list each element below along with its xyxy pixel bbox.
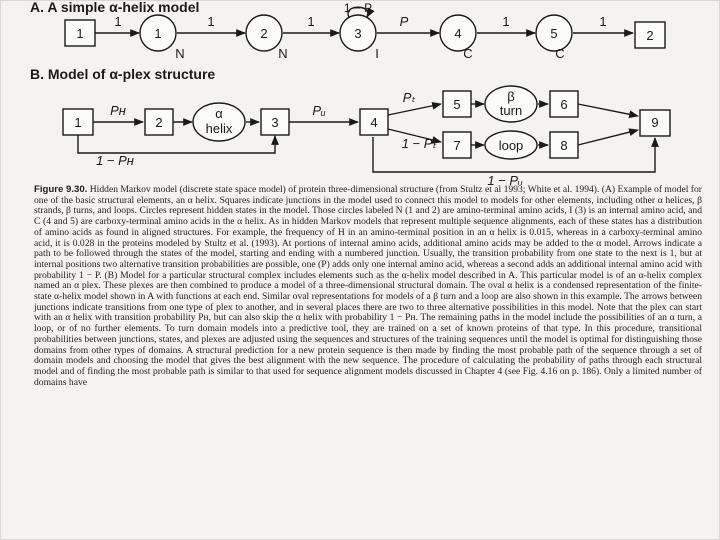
- oval-label: loop: [498, 138, 524, 153]
- figure-caption: [34, 185, 702, 388]
- panel-b-diagram: [63, 86, 670, 172]
- square-label: 2: [646, 28, 654, 43]
- transition-label: Pᵤ: [312, 103, 326, 118]
- hmm-diagram: [0, 0, 720, 185]
- circle-label: 4: [454, 26, 462, 41]
- edge-label: 1: [207, 14, 215, 29]
- edge-label: P: [399, 14, 409, 29]
- transition-label: Pₜ: [402, 90, 416, 105]
- circle-type-label: C: [463, 46, 473, 61]
- figure-caption-label: Figure 9.30.: [34, 184, 88, 195]
- oval-label: α: [215, 106, 223, 121]
- edge-label: 1: [307, 14, 315, 29]
- square-label: 5: [453, 97, 461, 112]
- circle-type-label: I: [375, 46, 379, 61]
- circle-type-label: C: [555, 46, 565, 61]
- square-label: 6: [560, 97, 568, 112]
- figure-caption-text: Hidden Markov model (discrete state space model) of protein three-dimensional structure (from Stultz et al 1993; White et al. 1994). (A) Example of model for one of the basic structural elements, an α helix. Squares indicate junctions in the model used to connect this model to models for other elements, including other α helices, β strands, β turns, and loops. Circles represent hidden states in the model. Those circles labeled N (1 and 2) are amino-terminal amino acids, I (3) is an internal amino acid, and C (4 and 5) are carboxy-terminal amino acids in the α helix. As in hidden Markov models that represent multiple sequence alignments, each of these states has a distribution of amino acids as found in aligned structures. For example, the frequency of H in an amino-terminal position in an α helix is 0.015, whereas in a carboxy-terminal amino acid, it is 0.028 in the proteins modeled by Stultz et al. (1993). At portions of internal amino acids, additional amino acids may be added to the α model. Arrows indicate a path to be followed through the states of the model, starting and ending with a numbered junction. Usually, the transition probability from one state to the next is 1, but at internal positions two alternative transition probabilities are possible, one (P) adds only one internal amino acid, whereas a second adds an additional internal amino acid with probability 1 − P. (B) Model for a particular structural complex includes elements such as the α-helix model described in A. This particular model is of an α-helix complex named an α plex. These plexes are then combined to produce a model of a three-dimensional structural domain. The oval α helix is a condensed representation of the finite-state α-helix model shown in A with functions at each end. Similar oval representations for models of a β turn and a loop are also shown in this example. The arrows between junctions indicate transitions from one type of plex to another, and in several places there are two to three alternative possibilities in this model. Note that the plex can start with an α helix with transition probability Pʜ, but can also skip the α helix with probability 1 − Pʜ. The remaining paths in the model include the possibilities of an α turn, a loop, or of no further elements. To turn domain models into a predictive tool, they are trained on a set of known proteins of that type. In this procedure, transitional probabilities between junctions, states, and plexes are adjusted using the sequences and structures of the training sequences until the model is optimal for distinguishing those domains from other types of domains. A structural prediction for a new protein sequence is then made by finding the most probable path of the sequence through a set of domain models and choosing the model that gives the best alignment with the new sequence. The procedure of calculating the probability of paths through each structural model and of finding the most probable path is similar to that used for sequence alignment models discussed in Chapter 4 (see Fig. 4.16 on p. 186). Only a limited number of domains have: [34, 184, 702, 388]
- oval-label: helix: [205, 121, 233, 136]
- edge-b-1-3-bypass: [78, 135, 275, 153]
- panel-b-title: B. Model of α-plex structure: [30, 66, 216, 82]
- transition-label: Pʜ: [110, 103, 126, 118]
- transition-label: 1 − Pₜ: [401, 136, 437, 151]
- edge-label: 1: [599, 14, 607, 29]
- circle-type-label: N: [175, 46, 185, 61]
- square-label: 1: [76, 26, 84, 41]
- circle-label: 3: [354, 26, 362, 41]
- transition-label: 1 − Pᵤ: [487, 173, 523, 185]
- transition-label: 1 − Pʜ: [96, 153, 134, 168]
- square-label: 2: [155, 115, 163, 130]
- circle-label: 5: [550, 26, 558, 41]
- circle-label: 2: [260, 26, 268, 41]
- panel-a-title: A. A simple α-helix model: [30, 0, 200, 15]
- square-label: 4: [370, 115, 378, 130]
- square-label: 7: [453, 138, 461, 153]
- edge-label: 1: [114, 14, 122, 29]
- circle-label: 1: [154, 26, 162, 41]
- oval-label: β: [507, 89, 515, 104]
- oval-label: turn: [499, 103, 523, 118]
- circle-type-label: N: [278, 46, 288, 61]
- square-label: 8: [560, 138, 568, 153]
- square-label: 9: [651, 115, 659, 130]
- edge-b-8-9: [578, 130, 638, 145]
- edge-label: 1: [502, 14, 510, 29]
- square-label: 3: [271, 115, 279, 130]
- edge-b-4-5: [388, 104, 441, 115]
- loop-label: 1 − P: [343, 1, 373, 15]
- edge-b-6-9: [578, 104, 638, 116]
- square-label: 1: [74, 115, 82, 130]
